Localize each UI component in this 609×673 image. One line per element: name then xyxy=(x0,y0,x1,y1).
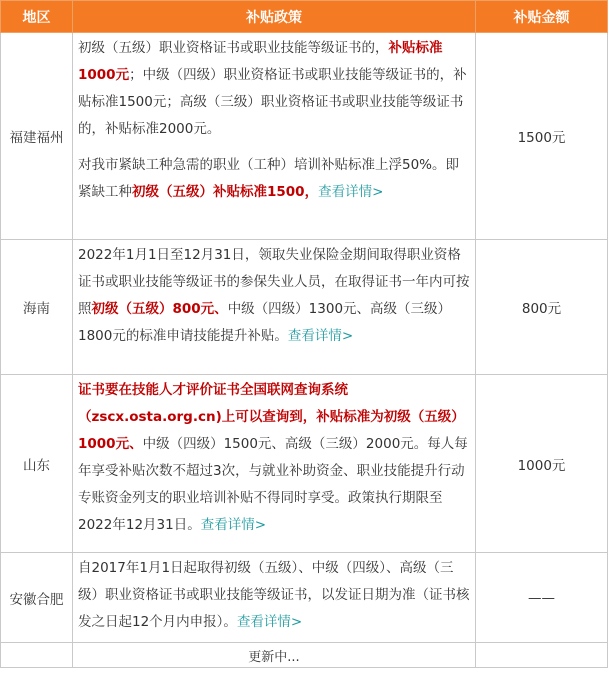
amount-cell: 800元 xyxy=(476,240,608,375)
policy-text: 中级（四级）1500元、高级（三级）2000元。每人每年享受补贴次数不超过3次，与就业补助资金、职业技能提升行动专账资金列支的职业培训补贴不得同时享受。政策执行期限至2022年12月31日。 xyxy=(78,436,468,533)
header-amount: 补贴金额 xyxy=(476,1,608,33)
view-details-link[interactable]: 查看详情> xyxy=(236,614,303,630)
policy-text: 初级（五级）职业资格证书或职业技能等级证书的， xyxy=(78,40,389,56)
policy-highlight: 证书要在技能人才评价证书全国联网查询系统（zscx.osta.org.cn)上可以查询到，补贴标准为初级（五级）1000元、 xyxy=(78,382,465,452)
more-spacer-cell xyxy=(476,643,608,668)
policy-text: 2022年1月1日至12月31日，领取失业保险金期间取得职业资格证书或职业技能等级证书的参保失业人员，在取得证书一年内可按照 xyxy=(78,247,470,317)
table-row-shandong xyxy=(1,375,608,553)
region-cell: 海南 xyxy=(1,240,73,375)
policy-highlight: 初级（五级）800元、 xyxy=(91,301,228,317)
table-header-row xyxy=(1,1,608,33)
updating-text: 更新中... xyxy=(73,643,476,668)
policy-highlight: 初级（五级）补贴标准1500， xyxy=(132,184,319,200)
table-row-fuzhou xyxy=(1,33,608,240)
more-spacer-cell xyxy=(1,643,73,668)
region-cell: 安徽合肥 xyxy=(1,553,73,643)
region-cell: 福建福州 xyxy=(1,33,73,240)
policy-cell xyxy=(73,553,476,643)
policy-cell xyxy=(73,240,476,375)
region-cell: 山东 xyxy=(1,375,73,553)
header-policy: 补贴政策 xyxy=(73,1,476,33)
policy-highlight: 补贴标准1000元 xyxy=(78,40,443,83)
table-row-hefei xyxy=(1,553,608,643)
view-details-link[interactable]: 查看详情> xyxy=(287,328,354,344)
header-region: 地区 xyxy=(1,1,73,33)
amount-cell: 1500元 xyxy=(476,33,608,240)
policy-cell xyxy=(73,33,476,240)
table-row-hainan xyxy=(1,240,608,375)
policy-text: ；中级（四级）职业资格证书或职业技能等级证书的，补贴标准1500元；高级（三级）职业资格证书或职业技能等级证书的，补贴标准2000元。 xyxy=(78,67,467,137)
amount-cell: 1000元 xyxy=(476,375,608,553)
policy-paragraph xyxy=(78,152,472,206)
view-details-link[interactable]: 查看详情> xyxy=(200,517,267,533)
policy-text: 对我市紧缺工种急需的职业（工种）培训补贴标准上浮50%。即紧缺工种 xyxy=(78,157,460,200)
amount-cell: —— xyxy=(476,553,608,643)
policy-cell xyxy=(73,375,476,553)
table-row-more xyxy=(1,643,608,668)
policy-text: 自2017年1月1日起取得初级（五级）、中级（四级）、高级（三级）职业资格证书或职业技能等级证书，以发证日期为准（证书核发之日起12个月内申报）。 xyxy=(78,560,470,630)
policy-text: 中级（四级）1300元、高级（三级）1800元的标准申请技能提升补贴。 xyxy=(78,301,452,344)
policy-paragraph xyxy=(78,35,472,143)
view-details-link[interactable]: 查看详情> xyxy=(318,184,384,200)
